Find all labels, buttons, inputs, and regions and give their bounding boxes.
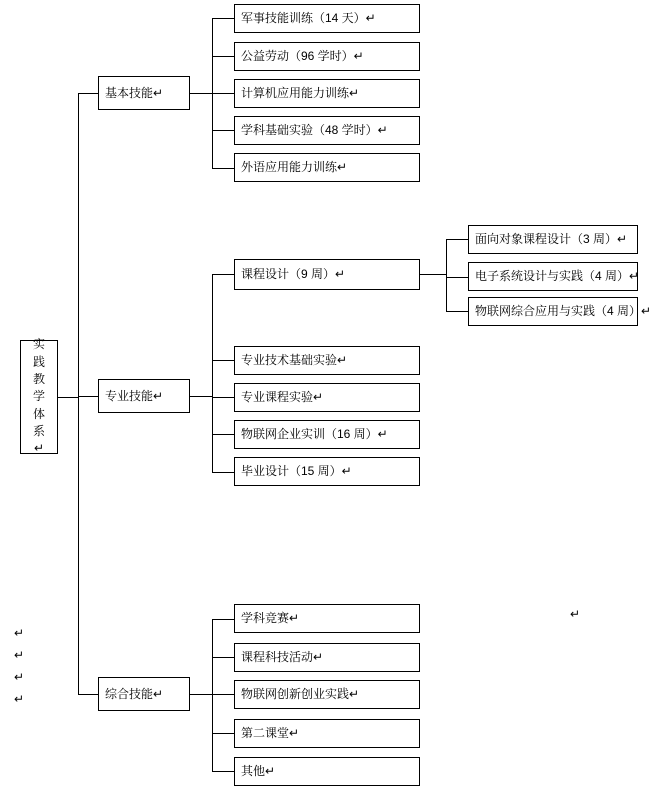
connector-major-child-3: [212, 434, 234, 435]
leaf-node-basic-3: 学科基础实验（48 学时）↵: [234, 116, 420, 145]
leaf-node-comprehensive-3: 第二课堂↵: [234, 719, 420, 748]
connector-comprehensive-out: [190, 694, 212, 695]
connector-to-major: [78, 396, 98, 397]
connector-to-basic: [78, 93, 98, 94]
leaf-node-basic-0: 军事技能训练（14 天）↵: [234, 4, 420, 33]
connector-course-design-child-1: [446, 277, 468, 278]
leaf-node-comprehensive-0: 学科竞赛↵: [234, 604, 420, 633]
connector-root-stub: [58, 397, 78, 398]
connector-major-child-0: [212, 274, 234, 275]
root-char-3: 学: [32, 389, 45, 404]
connector-to-comprehensive: [78, 694, 98, 695]
branch-node-comprehensive: 综合技能↵: [98, 677, 190, 711]
connector-basic-child-3: [212, 130, 234, 131]
connector-major-child-2: [212, 397, 234, 398]
connector-comprehensive-child-3: [212, 733, 234, 734]
pilcrow-mark-3: ↵: [14, 670, 25, 684]
branch-node-basic: 基本技能↵: [98, 76, 190, 110]
root-char-6: ↵: [33, 441, 45, 456]
pilcrow-mark-4: ↵: [14, 692, 25, 706]
pilcrow-mark-5: ↵: [570, 607, 581, 621]
connector-course-design-out: [420, 274, 446, 275]
connector-comprehensive-child-1: [212, 657, 234, 658]
leaf-node-major-3: 物联网企业实训（16 周）↵: [234, 420, 420, 449]
connector-basic-out: [190, 93, 212, 94]
connector-course-design-child-0: [446, 239, 468, 240]
leaf-node-major-2: 专业课程实验↵: [234, 383, 420, 412]
leaf-node-course-design-2: 物联网综合应用与实践（4 周）↵: [468, 297, 638, 326]
connector-course-design-child-2: [446, 311, 468, 312]
connector-major-trunk: [212, 274, 213, 472]
root-char-5: 系: [32, 424, 45, 439]
connector-level1-trunk: [78, 93, 79, 694]
root-node: [20, 337, 58, 456]
leaf-node-basic-2: 计算机应用能力训练↵: [234, 79, 420, 108]
leaf-node-comprehensive-4: 其他↵: [234, 757, 420, 786]
connector-course-design-trunk: [446, 239, 447, 311]
leaf-node-course-design-1: 电子系统设计与实践（4 周）↵: [468, 262, 638, 291]
connector-major-child-4: [212, 472, 234, 473]
connector-major-out: [190, 396, 212, 397]
connector-basic-child-4: [212, 168, 234, 169]
root-char-2: 教: [32, 371, 45, 386]
connector-major-child-1: [212, 360, 234, 361]
connector-basic-child-0: [212, 18, 234, 19]
root-char-0: 实: [32, 337, 45, 352]
pilcrow-mark-1: ↵: [14, 626, 25, 640]
leaf-node-basic-4: 外语应用能力训练↵: [234, 153, 420, 182]
leaf-node-major-4: 毕业设计（15 周）↵: [234, 457, 420, 486]
connector-basic-child-2: [212, 93, 234, 94]
connector-comprehensive-child-2: [212, 694, 234, 695]
root-char-4: 体: [32, 406, 45, 421]
connector-comprehensive-child-0: [212, 619, 234, 620]
pilcrow-mark-2: ↵: [14, 648, 25, 662]
connector-comprehensive-child-4: [212, 771, 234, 772]
connector-comprehensive-trunk: [212, 619, 213, 771]
connector-basic-child-1: [212, 56, 234, 57]
root-char-1: 践: [32, 354, 45, 369]
leaf-node-major-1: 专业技术基础实验↵: [234, 346, 420, 375]
leaf-node-comprehensive-1: 课程科技活动↵: [234, 643, 420, 672]
leaf-node-course-design-0: 面向对象课程设计（3 周）↵: [468, 225, 638, 254]
leaf-node-basic-1: 公益劳动（96 学时）↵: [234, 42, 420, 71]
leaf-node-comprehensive-2: 物联网创新创业实践↵: [234, 680, 420, 709]
leaf-node-major-0: 课程设计（9 周）↵: [234, 259, 420, 290]
branch-node-major: 专业技能↵: [98, 379, 190, 413]
